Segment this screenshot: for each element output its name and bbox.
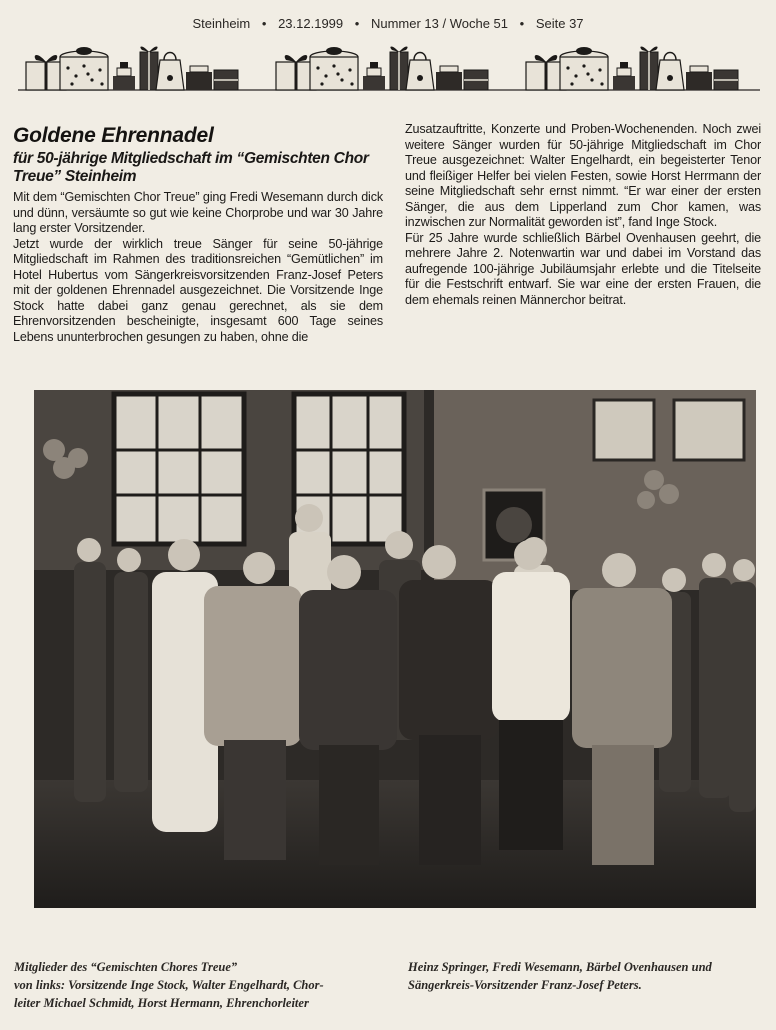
- article-paragraph: Für 25 Jahre wurde schließlich Bärbel Ovenhausen geehrt, die mehrere Jahre 2. Notenwartin war und dabei im Vorstand das aufregende 100-jährige Jubiläumsjahr erlebte und die Titelseite für die Festschrift entwarf. Sie war eine der ersten Frauen, die dem ehemals reinen Männerchor beitrat.: [405, 230, 761, 307]
- caption-line: leiter Michael Schmidt, Horst Hermann, Ehrenchorleiter: [14, 996, 309, 1010]
- photo-caption-right: [408, 958, 768, 994]
- group-photo-illustration: [34, 390, 756, 908]
- caption-line: Sängerkreis-Vorsitzender Franz-Josef Peters.: [408, 978, 642, 992]
- caption-line: von links: Vorsitzende Inge Stock, Walter Engelhardt, Chor-: [14, 978, 324, 992]
- photo-caption-left: [14, 958, 384, 1012]
- article-subtitle: für 50-jährige Mitgliedschaft im “Gemischten Chor Treue” Steinheim: [13, 150, 369, 185]
- article-column-right: [405, 122, 761, 308]
- gift-group: [26, 47, 238, 91]
- caption-line: Mitglieder des “Gemischten Chores Treue”: [14, 960, 238, 974]
- header-separator: •: [261, 16, 267, 31]
- group-photo: [34, 390, 756, 908]
- article-column-left: [13, 190, 383, 345]
- article-paragraph: Jetzt wurde der wirklich treue Sänger für seine 50-jährige Mitgliedschaft im Rahmen des traditionsreichen “Gemütlichen” im Hotel Hubertus vom Sängerkreisvorsitzenden Franz-Josef Peters mit der goldenen Ehrennadel ausgezeichnet. Die Vorsitzende Inge Stock hatte dabei ganz genau gerechnet, als sie dem Ehrenvorsitzenden bescheinigte, insgesamt 600 Tage seines Lebens ununterbrochen gesungen zu haben, ohne die: [13, 236, 383, 344]
- article-paragraph: Mit dem “Gemischten Chor Treue” ging Fredi Wesemann durch dick und dünn, versäumte so gut wie keine Chorprobe und war 30 Jahre lang erster Vorsitzender.: [13, 190, 383, 235]
- page-header: [0, 16, 776, 31]
- header-separator: •: [354, 16, 360, 31]
- header-town: Steinheim: [192, 16, 251, 31]
- caption-line: Heinz Springer, Fredi Wesemann, Bärbel Ovenhausen und: [408, 960, 712, 974]
- article-title: Goldene Ehrennadel: [13, 124, 214, 147]
- gift-banner: [18, 40, 760, 96]
- header-date: 23.12.1999: [278, 16, 344, 31]
- header-page: Seite 37: [535, 16, 584, 31]
- article-paragraph: Zusatzauftritte, Konzerte und Proben-Wochenenden. Noch zwei weitere Sänger wurden für 50-jährige Mitgliedschaft im Chor Treue ausgezeichnet: Walter Engelhardt, ein begeisterter Tenor und fleißiger Helfer bei vielen Festen, sowie Horst Herrmann der seine Mitgliedschaft sehr ernst nimmt. “Er war einer der ersten Sänger, die aus dem Lipperland zum Chor kamen, was inzwischen zur Normalität geworden ist”, fand Inge Stock.: [405, 122, 761, 229]
- header-separator: •: [519, 16, 525, 31]
- header-issue: Nummer 13 / Woche 51: [370, 16, 509, 31]
